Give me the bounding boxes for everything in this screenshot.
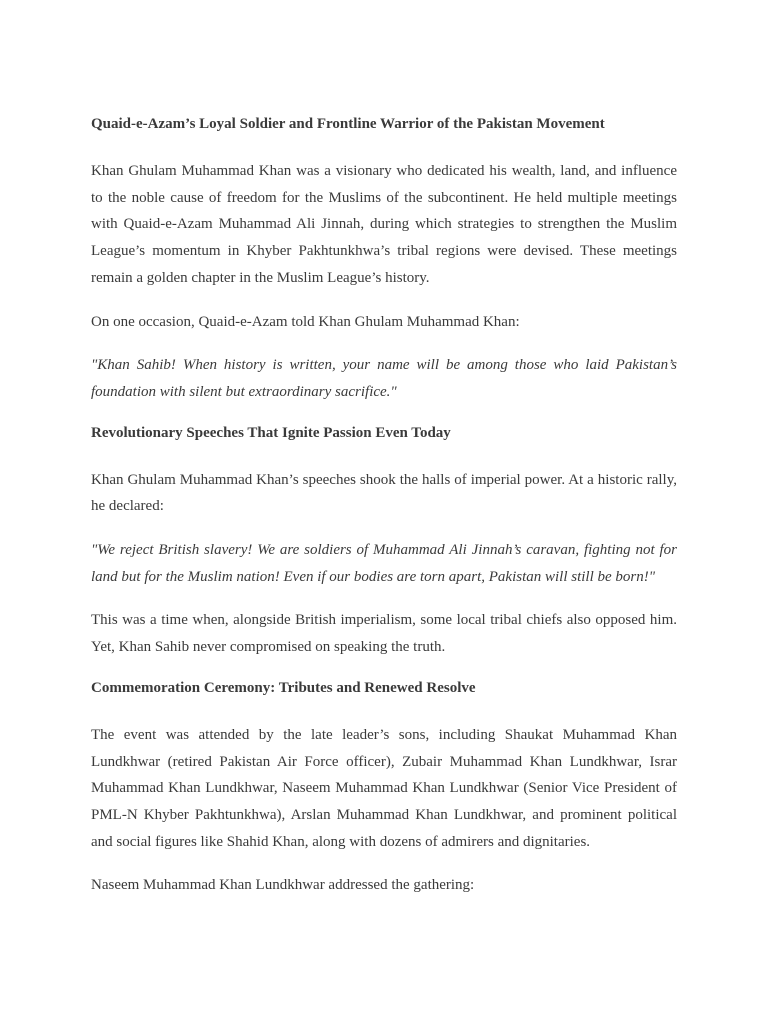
paragraph-attendees: The event was attended by the late leader’s sons, including Shaukat Muhammad Khan Lundkhwar (retired Pakistan Air Force officer), Zubair Muhammad Khan Lundkhwar, Israr Muhammad Khan Lundkhwar, Naseem Muhammad Khan Lundkhwar (Senior Vice President of PML-N Khyber Pakhtunkhwa), Arslan Muhammad Khan Lundkhwar, and prominent political and social figures like Shahid Khan, along with dozens of admirers and dignitaries.: [91, 726, 677, 850]
paragraph-visionary: Khan Ghulam Muhammad Khan was a visionary who dedicated his wealth, land, and influence to the noble cause of freedom for the Muslims of the subcontinent. He held multiple meetings with Quaid-e-Azam Muhammad Ali Jinnah, during which strategies to strengthen the Muslim League’s momentum in Khyber Pakhtunkhwa’s tribal regions were devised. These meetings remain a golden chapter in the Muslim League’s history.: [91, 163, 677, 286]
paragraph-speeches: Khan Ghulam Muhammad Khan’s speeches shook the halls of imperial power. At a historic rally, he declared:: [91, 471, 677, 515]
section-heading-commemoration: Commemoration Ceremony: Tributes and Renewed Resolve: [91, 679, 476, 696]
document-page: [91, 114, 677, 899]
section-heading-loyal-soldier: Quaid-e-Azam’s Loyal Soldier and Frontline Warrior of the Pakistan Movement: [91, 116, 605, 132]
paragraph-address: Naseem Muhammad Khan Lundkhwar addressed the gathering:: [91, 877, 475, 894]
paragraph-tribal-chiefs: This was a time when, alongside British imperialism, some local tribal chiefs also opposed him. Yet, Khan Sahib never compromised on speaking the truth.: [91, 612, 677, 656]
quote-khan-sahib: "Khan Sahib! When history is written, your name will be among those who laid Pakistan’s foundation with silent but extraordinary sacrifice.": [91, 357, 677, 400]
section-heading-speeches: Revolutionary Speeches That Ignite Passion Even Today: [91, 424, 451, 441]
paragraph-occasion: On one occasion, Quaid-e-Azam told Khan Ghulam Muhammad Khan:: [91, 313, 520, 330]
quote-rally: "We reject British slavery! We are soldiers of Muhammad Ali Jinnah’s caravan, fighting not for land but for the Muslim nation! Even if our bodies are torn apart, Pakistan will still be born!": [91, 542, 677, 585]
